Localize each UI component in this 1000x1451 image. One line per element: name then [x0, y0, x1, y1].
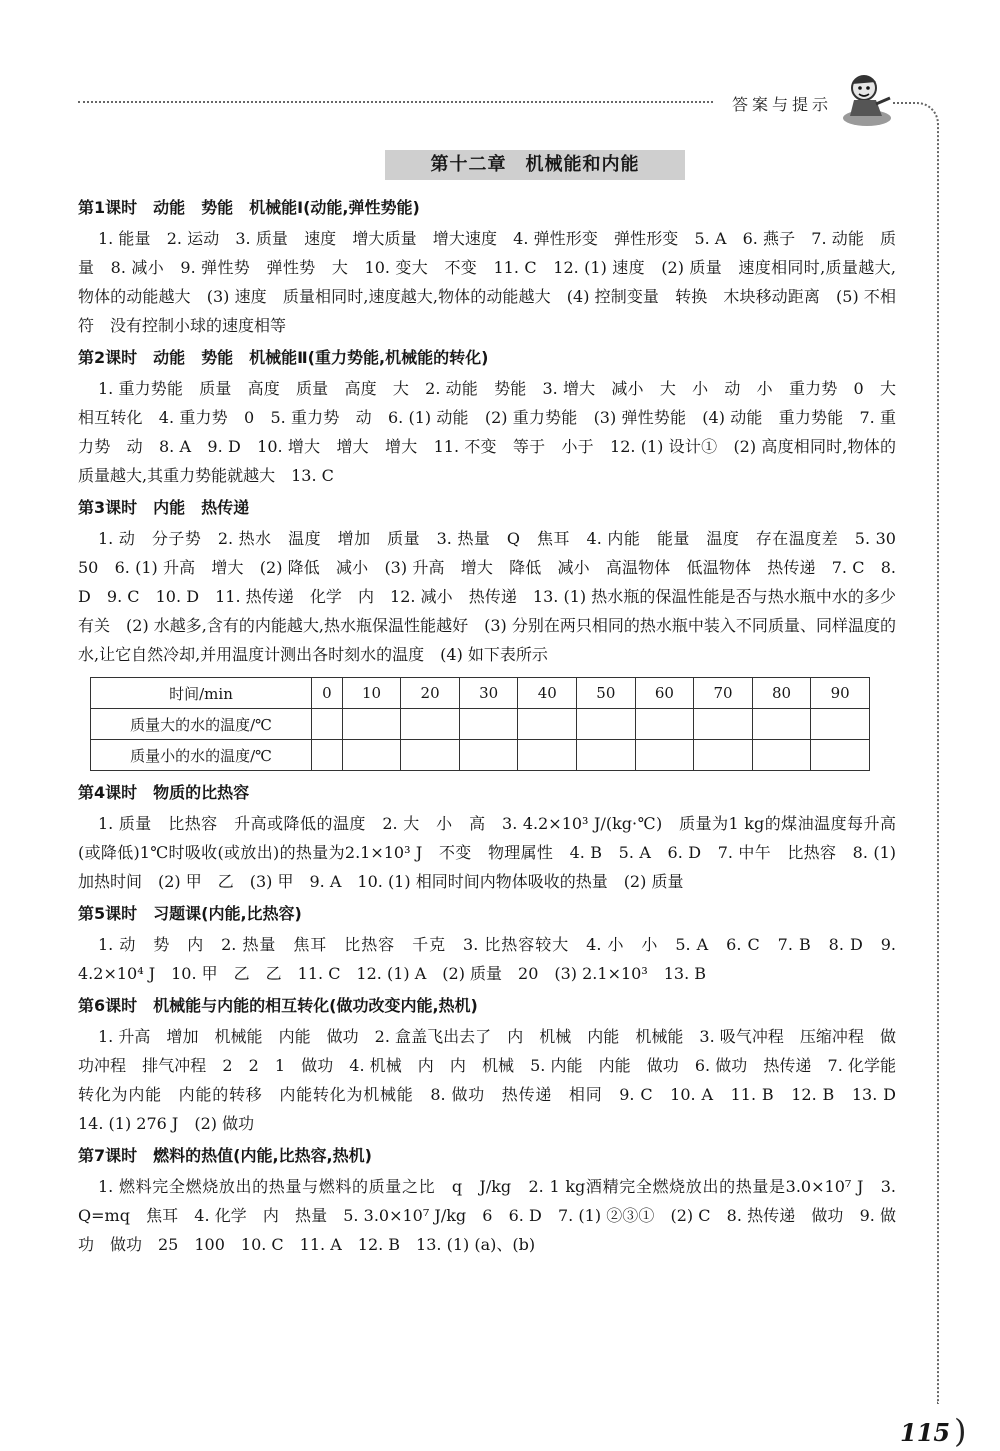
lesson-answer: 1. 能量 2. 运动 3. 质量 速度 增大质量 增大速度 4. 弹性形变 弹性形变 5. A 6. 燕子 7. 动能 质量 8. 减小 9. 弹性势 弹性势 大 10. 变大 不变 11. C 12. (1) 速度 (2) 质量 速度相同时,质量越大,物体的动能越大 (3) 速度 质量相同时,速度越大,物体的动能越大 (4) 控制变量 转换 木块移动距离 (5) 不相符 没有控制小球的速度相等: [78, 229, 896, 335]
table-cell: [342, 740, 401, 771]
table-cell: [694, 709, 753, 740]
table-cell: 时间/min: [91, 678, 312, 709]
table-cell: 10: [342, 678, 401, 709]
table-cell: [518, 740, 577, 771]
table-row-label: 质量大的水的温度/℃: [91, 709, 312, 740]
lesson-title: 第4课时 物质的比热容: [78, 783, 250, 802]
lesson-7: [78, 1144, 902, 1259]
table-cell: [312, 709, 343, 740]
page-number-bracket: ): [954, 1412, 967, 1450]
lesson-answer: 1. 动 分子势 2. 热水 温度 增加 质量 3. 热量 Q 焦耳 4. 内能 能量 温度 存在温度差 5. 30 50 6. (1) 升高 增大 (2) 降低 减小 (3) 升高 增大 降低 减小 高温物体 低温物体 热传递 7. C 8. D 9. C 10. D 11. 热传递 化学 内 12. 减小 热传递 13. (1) 热水瓶的保温性能是否与热水瓶中水的多少有关 (2) 水越多,含有的内能越大,热水瓶保温性能越好 (3) 分别在两只相同的热水瓶中装入不同质量、同样温度的水,让它自然冷却,并用温度计测出各时刻水的温度 (4) 如下表所示: [78, 529, 913, 664]
table-row: [91, 709, 870, 740]
lesson-2: [78, 346, 913, 490]
table-cell: 0: [312, 678, 343, 709]
lesson-title: 第7课时 燃料的热值(内能,比热容,热机): [78, 1146, 372, 1165]
table-cell: [752, 740, 811, 771]
lesson-title: 第6课时 机械能与内能的相互转化(做功改变内能,热机): [78, 996, 478, 1015]
mascot-icon: [838, 70, 896, 130]
table-cell: [577, 709, 636, 740]
table-cell: [694, 740, 753, 771]
header-label: 答案与提示: [732, 95, 833, 114]
table-cell: [518, 709, 577, 740]
lesson-answer: 1. 动 势 内 2. 热量 焦耳 比热容 千克 3. 比热容较大 4. 小 小 5. A 6. C 7. B 8. D 9. 4.2×10⁴ J 10. 甲 乙 乙 11. C 12. (1) A (2) 质量 20 (3) 2.1×10³ 13. B: [78, 935, 902, 983]
table-cell: [577, 740, 636, 771]
table-cell: 70: [694, 678, 753, 709]
lesson-title: 第1课时 动能 势能 机械能Ⅰ(动能,弹性势能): [78, 198, 420, 217]
table-cell: 50: [577, 678, 636, 709]
lesson-answer: 1. 质量 比热容 升高或降低的温度 2. 大 小 高 3. 4.2×10³ J/(kg·℃) 质量为1 kg的煤油温度每升高(或降低)1℃时吸收(或放出)的热量为2.1×10³ J 不变 物理属性 4. B 5. A 6. D 7. 中午 比热容 8. (1) 加热时间 (2) 甲 乙 (3) 甲 9. A 10. (1) 相同时间内物体吸收的热量 (2) 质量: [78, 814, 902, 891]
table-cell: [635, 740, 694, 771]
lesson-answer: 1. 燃料完全燃烧放出的热量与燃料的质量之比 q J/kg 2. 1 kg酒精完全燃烧放出的热量是3.0×10⁷ J 3. Q=mq 焦耳 4. 化学 内 热量 5. 3.0×10⁷ J/kg 6 6. D 7. (1) ②③① (2) C 8. 热传递 做功 9. 做功 做功 25 100 10. C 11. A 12. B 13. (1) (a)、(b): [78, 1177, 902, 1254]
lesson-5: [78, 902, 902, 988]
temperature-table: [90, 677, 870, 771]
lesson-1: [78, 196, 896, 340]
lesson-6: [78, 994, 913, 1138]
table-cell: 40: [518, 678, 577, 709]
table-cell: [459, 709, 518, 740]
table-cell: [401, 740, 460, 771]
table-cell: [752, 709, 811, 740]
chapter-title: 第十二章 机械能和内能: [385, 150, 685, 180]
table-cell: [401, 709, 460, 740]
table-cell: [811, 709, 870, 740]
answer-content: [78, 196, 913, 1265]
table-cell: [342, 709, 401, 740]
lesson-title: 第2课时 动能 势能 机械能Ⅱ(重力势能,机械能的转化): [78, 348, 489, 367]
lesson-title: 第5课时 习题课(内能,比热容): [78, 904, 302, 923]
lesson-3: [78, 496, 913, 771]
table-cell: [635, 709, 694, 740]
table-cell: 60: [635, 678, 694, 709]
table-header-row: [91, 678, 870, 709]
header-dotted-line: [78, 101, 713, 103]
table-cell: 80: [752, 678, 811, 709]
table-cell: 30: [459, 678, 518, 709]
table-row: [91, 740, 870, 771]
page-number: 115: [900, 1418, 951, 1447]
table-cell: [312, 740, 343, 771]
lesson-answer: 1. 重力势能 质量 高度 质量 高度 大 2. 动能 势能 3. 增大 减小 大 小 动 小 重力势 0 大 相互转化 4. 重力势 0 5. 重力势 动 6. (1) 动能 (2) 重力势能 (3) 弹性势能 (4) 动能 重力势能 7. 重力势 动 8. A 9. D 10. 增大 增大 增大 11. 不变 等于 小于 12. (1) 设计① (2) 高度相同时,物体的质量越大,其重力势能就越大 13. C: [78, 379, 913, 485]
table-cell: 20: [401, 678, 460, 709]
table-cell: [459, 740, 518, 771]
lesson-title: 第3课时 内能 热传递: [78, 498, 250, 517]
table-cell: [811, 740, 870, 771]
lesson-answer: 1. 升高 增加 机械能 内能 做功 2. 盒盖飞出去了 内 机械 内能 机械能 3. 吸气冲程 压缩冲程 做功冲程 排气冲程 2 2 1 做功 4. 机械 内 内 机械 5. 内能 内能 做功 6. 做功 热传递 7. 化学能转化为内能 内能的转移 内能转化为机械能 8. 做功 热传递 相同 9. C 10. A 11. B 12. B 13. D 14. (1) 276 J (2) 做功: [78, 1027, 913, 1133]
lesson-4: [78, 781, 902, 896]
table-cell: 90: [811, 678, 870, 709]
table-row-label: 质量小的水的温度/℃: [91, 740, 312, 771]
page-frame-border: [893, 102, 939, 1404]
